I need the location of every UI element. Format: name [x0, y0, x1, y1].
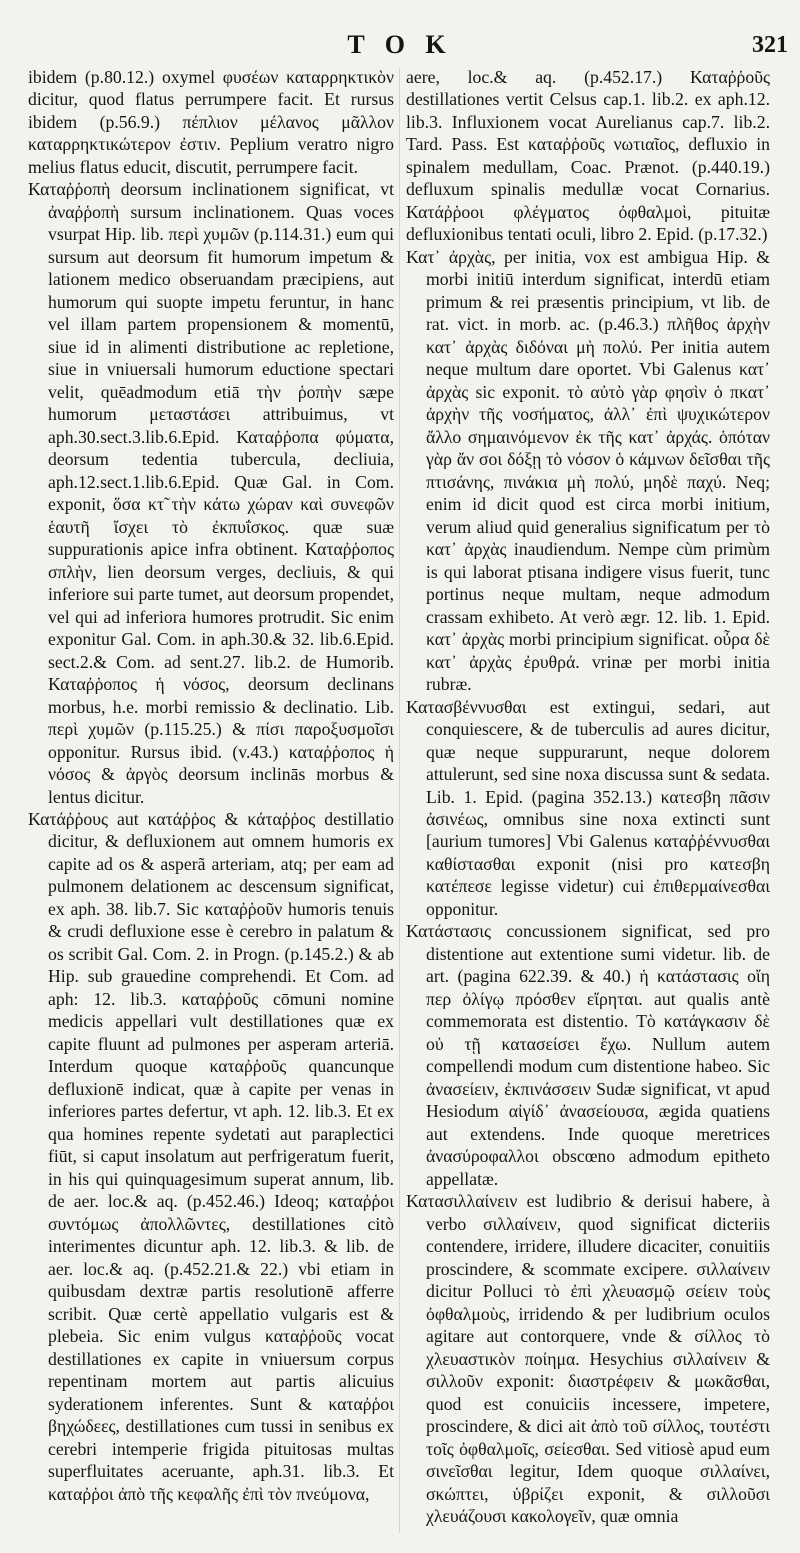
page-number: 321 [752, 32, 788, 58]
running-head: T O K [347, 30, 453, 59]
page-header [0, 30, 800, 66]
lexicon-entry: Κατ᾽ ἀρχὰς, per initia, vox est ambigua Hip. & morbi initiū interdum significat, interdū etiam primum & rei præsentis principium, vt lib. de rat. vict. in morb. ac. (p.46.3.) πλῆθος ἀρχὴν κατ᾽ ἀρχὰς διδόναι μὴ πολύ. Per initia autem neque multum dare oportet. Vbi Galenus κατ᾽ ἀρχὰς sic exponit. τὸ αὐτὸ γὰρ φησὶν ὁ πκατ᾽ ἀρχὴν τῆς νοσήματος, ἀλλ᾽ ἐπὶ ψυχικώτερον ἄλλο σημαινόμενον ἐκ τῆς κατ᾽ ἀρχάς. ὁπόταν γὰρ ἄν σοι δόξῃ τὸ νόσον ὁ κάμνων δεῖσθαι τῆς πτισάνης, πινάκια μὴ πολύ, μηδὲ παχύ. Neq; enim id dicit quod est circa morbi initium, verum aliud quid generalius significatum per τὸ κατ᾽ ἀρχὰς inaudiendum. Nempe cùm primùm is qui laborat ptisana indigere visus fuerit, tunc portinus neque multam, neque admodum crassam exhibeto. At verò ægr. 12. lib. 1. Epid. κατ᾽ ἀρχὰς morbi principium significat. οὖρα δὲ κατ᾽ ἀρχὰς ἐρυθρά. vrinæ per morbi initia rubræ. [406, 246, 770, 695]
column-divider [399, 68, 400, 1533]
lexicon-entry: Κατάστασις concussionem significat, sed pro distentione aut extentione sumi videtur. lib. de art. (pagina 622.39. & 40.) ἡ κατάστασις οἴη περ ὀλίγῳ πρόσθεν εἴρηται. aut qualis antè commemorata est distentio. Τὸ κατάγκασιν δὲ οὐ τῇ κατασείσει ἔχω. Nullum autem compellendi modum cum distentione habeo. Sic ἀνασείειν, ἐκπινάσσειν Sudæ significat, vt apud Hesiodum αἰγίδ᾽ ἀνασείουσα, ægida quatiens aut extendens. Inde quoque meretrices ἀνασύροφαλλοι obscœno admodum epitheto appellatæ. [406, 921, 770, 1189]
lexicon-entry: Κατασβέννυσθαι est extingui, sedari, aut conquiescere, & de tuberculis ad aures dicitur, quæ neque suppurarunt, neque dolorem attulerunt, sed sine noxa discussa sunt & sedata. Lib. 1. Epid. (pagina 352.13.) κατεσβη πᾶσιν ἀσινέως, omnibus sine noxa extincti sunt [aurium tumores] Vbi Galenus καταῤῥέννυσθαι καθίστασθαι exponit (nisi pro κατεσβη κατέπεσε legisse videtur) cui ἐπιθερμαίνεσθαι opponitur. [406, 696, 770, 919]
left-column [28, 66, 394, 1505]
entry-continuation: ibidem (p.80.12.) oxymel φυσέων καταρρηκτικὸν dicitur, quod flatus perrumpere facit. Et rursus ibidem (p.56.9.) πέπλιον μέλανος μᾶλλον καταρρηκτικώτερον ἐστιν. Peplium veratro nigro melius flatus educit, discutit, perrumpere facit. [28, 67, 394, 177]
entry-continuation: aere, loc.& aq. (p.452.17.) Καταῤῥοῦς destillationes vertit Celsus cap.1. lib.2. ex aph.12. lib.3. Influxionem vocat Aurelianus cap.7. lib.2. Tard. Pass. Est καταῤῥοῦς νωτιαῖος, defluxio in spinalem medullam, Coac. Prænot. (p.440.19.) defluxum spinalis medullæ vocat Cornarius. Κατάῤῥοοι φλέγματος ὀφθαλμοὶ, pituitæ defluxionibus tentati oculi, libro 2. Epid. (p.17.32.) [406, 67, 770, 245]
lexicon-entry: Κατάῤῥους aut κατάῤῥος & κάταῤῥος destillatio dicitur, & defluxionem aut omnem humoris ex capite ad os & asperã arteriam, atq; per eam ad pulmonem delationem ac descensum significat, ex aph. 38. lib.7. Sic καταῤῥοῦν humoris tenuis & crudi defluxione esse è cerebro in palatum & os scribit Gal. Com. 2. in Progn. (p.145.2.) & ab Hip. sub grauedine comprehendi. Et Com. ad aph: 12. lib.3. καταῤῥοῦς cōmuni nomine medicis appellari vult destillationes quæ ex capite fluunt ad pulmones per asperam arteriā. Interdum quoque καταῤῥοῦς quancunque defluxionē indicat, quæ à capite per venas in inferiores partes defertur, vt aph. 12. lib.3. Et ex qua homines repente sydetati aut paraplectici fiūt, si caput insolatum aut perfrigeratum fuerit, in his qui quinquagesimum superat annum, lib. de aer. loc.& aq. (p.452.46.) Ideoq; καταῤῥοι συντόμως ἀπολλῶντες, destillationes citò interimentes dicuntur aph. 12. lib.3. & lib. de aer. loc.& aq. (p.452.21.& 22.) vbi etiam in quibusdam dextræ partis resolutionē afferre scribit. Quæ certè appellatio vulgaris est & plebeia. Sic enim vulgus καταῤῥοῦς vocat destillationes ex capite in vniuersum corpus repentinam mortem aut partis alicuius syderationem inferentes. Sunt & καταῤῥοι βηχώδεες, destillationes cum tussi in senibus ex cerebri intemperie frigida pituitosas multas superfluitates aceruante, aph.31. lib.3. Et καταῤῥοι ἀπὸ τῆς κεφαλῆς ἐπὶ τὸν πνεύμονα, [28, 808, 394, 1504]
right-column [406, 66, 770, 1527]
lexicon-entry: Καταῤῥοπὴ deorsum inclinationem significat, vt ἀναῤῥοπὴ sursum inclinationem. Quas voces vsurpat Hip. lib. περὶ χυμῶν (p.114.31.) eum qui sursum aut deorsum fit humorum impetum & lationem medico obseruandam præcipiens, aut humorum qui suopte impetu feruntur, in hanc vel illam partem propensionem & momentū, siue id in alimenti distributione ac repletione, siue in vniuersali humorum eductione spectari velit, quēadmodum etiā τὴν ῥοπὴν sæpe humorum μεταστάσει attribuimus, vt aph.30.sect.3.lib.6.Epid. Καταῤῥοπα φύματα, deorsum tedentia tubercula, decliuia, aph.12.sect.1.lib.6.Epid. Quæ Gal. in Com. exponit, ὅσα κτ̃ τὴν κάτω χώραν καὶ συνεφῶν ἑαυτῆ ἴσχει τὸ ἐκπυΐσκος. quæ suæ suppurationis apice infra obtinent. Καταῤῥοπος σπλὴν, lien deorsum verges, decliuis, & qui inferiore sui parte tumet, aut deorsum propendet, vel qui ad inferiora humores protrudit. Sic enim exponitur Gal. Com. in aph.30.& 32. lib.6.Epid. sect.2.& Com. ad sent.27. lib.2. de Humorib. Καταῤῥοπος ἡ νόσος, deorsum declinans morbus, h.e. morbi remissio & declinatio. Lib. περὶ χυμῶν (p.115.25.) & πίσι παροξυσμοῖσι opponitur. Rursus ibid. (v.43.) καταῤῥοπος ἡ νόσος & ἀργὸς deorsum inclinās morbus & lentus dicitur. [28, 179, 394, 807]
lexicon-entry: Κατασιλλαίνειν est ludibrio & derisui habere, à verbo σιλλαίνειν, quod significat dicteriis contendere, irridere, illudere dicaciter, conuitiis proscindere, & scommate excipere. σιλλαίνειν dicitur Polluci τὸ ἐπὶ χλευασμῷ σείειν τοὺς ὀφθαλμοὺς, irridendo & per ludibrium oculos agitare aut contorquere, vnde & σίλλος τὸ χλευαστικὸν ποίημα. Hesychius σιλλαίνειν & σιλλοῦν exponit: διαστρέφειν & μωκᾶσθαι, quod est conuiciis incessere, impetere, proscindere, & dici ait ἀπὸ τοῦ σίλλος, τουτέστι τοῖς ὀφθαλμοῖς, σείεσθαι. Sed vitiosè apud eum σινεῖσθαι legitur, Idem quoque σιλλαίνει, σκώπτει, ὑβρίζει exponit, & σιλλοῦσι χλευάζουσι κακολογεῖν, quæ omnia [406, 1191, 770, 1526]
